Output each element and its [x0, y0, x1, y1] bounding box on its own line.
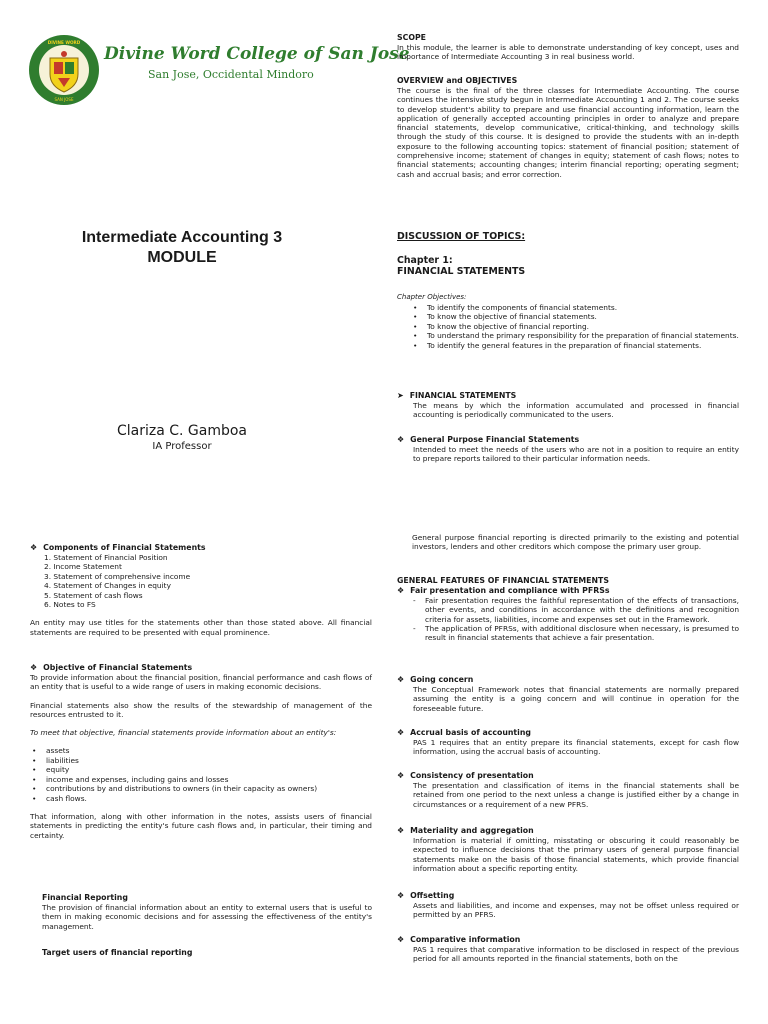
college-location: San Jose, Occidental Mindoro: [148, 68, 314, 81]
author-name: Clariza C. Gamboa: [116, 423, 248, 439]
list-item: • contributions by and distributions to owners (in their capacity as owners): [30, 784, 372, 793]
author-role: IA Professor: [152, 441, 212, 452]
objective-fs-text2: Financial statements also show the results of the stewardship of management of the resources entrusted to it.: [30, 700, 372, 719]
objective-fs-text1: To provide information about the financial position, financial performance and cash flows of an entity that is useful to a wide range of users in making economic decisions.: [30, 673, 372, 692]
title-line2: MODULE: [147, 249, 217, 266]
discussion-heading: DISCUSSION OF TOPICS:: [397, 231, 526, 242]
list-item: 2. Income Statement: [44, 562, 122, 572]
fair-list: [397, 596, 739, 642]
list-item: • income and expenses, including gains and losses: [30, 775, 372, 784]
list-item: 3. Statement of comprehensive income: [44, 571, 191, 581]
title-line1: Intermediate Accounting 3: [81, 229, 283, 246]
accrual-text: PAS 1 requires that an entity prepare its financial statements, except for cash flow information, using the accrual basis of accounting.: [413, 738, 739, 757]
overview-text: The course is the final of the three classes for Intermediate Accounting. The course continues the intensive study begun in Intermediate Accounting 1 and 2. The course seeks to develop student's ability to prepare and use financial accounting information, learn the application of generally accepted accounting principles in order to analyze and prepare financial statements, develop communicative, critical-thinking, and technology skills through the study of this course. It is designed to provide the students with an in-depth exposure to the following accounting topics: statement of financial position; statement of comprehensive income; statement of changes in equity; statement of cash flows; notes to financial statements; accounting changes; interim financial reporting; operating segment; cash and accrual basis; and error correction.: [397, 86, 739, 179]
scope-section: [397, 33, 739, 62]
fs-text: The means by which the information accumulated and processed in financial accounting is periodically communicated to the users.: [413, 401, 739, 420]
comparative-section: [397, 935, 739, 964]
objective-fs-section: [30, 663, 372, 840]
overview-section: [397, 76, 739, 179]
gp-reporting-paragraph: [412, 533, 739, 552]
list-item: - The application of PFRSs, with additional disclosure when necessary, is presumed to result in financial statements that achieve a fair presentation.: [411, 624, 739, 643]
list-item: • equity: [30, 765, 372, 774]
components-section: [30, 543, 372, 637]
diamond-bullet-icon: ❖: [397, 728, 405, 737]
chapter-title: FINANCIAL STATEMENTS: [397, 266, 526, 277]
chapter-heading: [397, 255, 739, 278]
list-item: 6. Notes to FS: [44, 600, 96, 610]
offsetting-heading: Offsetting: [410, 891, 455, 900]
comparative-text: PAS 1 requires that comparative information to be disclosed in respect of the previous period for all amounts reported in the financial statements, both on the: [413, 945, 739, 964]
list-item: • To understand the primary responsibility for the preparation of financial statements.: [411, 331, 739, 340]
college-seal: [28, 34, 100, 106]
diamond-bullet-icon: ❖: [397, 675, 405, 684]
offsetting-section: [397, 891, 739, 920]
components-note: An entity may use titles for the statements other than those stated above. All financial statements are required to be presented with equal prominence.: [30, 618, 372, 637]
going-text: The Conceptual Framework notes that financial statements are normally prepared assuming the entity is a going concern and will continue in operation for the foreseeable future.: [413, 685, 739, 713]
materiality-heading: Materiality and aggregation: [410, 826, 534, 835]
gpfs-text: Intended to meet the needs of the users who are not in a position to require an entity to prepare reports tailored to their particular information needs.: [413, 445, 739, 464]
diamond-bullet-icon: ❖: [30, 663, 38, 672]
gpfs-heading: General Purpose Financial Statements: [410, 435, 580, 444]
objectives-label: Chapter Objectives:: [397, 293, 467, 301]
diamond-bullet-icon: ❖: [397, 586, 405, 595]
objective-fs-heading: Objective of Financial Statements: [43, 663, 193, 672]
overview-heading: OVERVIEW and OBJECTIVES: [397, 76, 518, 85]
fs-heading: FINANCIAL STATEMENTS: [409, 391, 517, 400]
features-heading: GENERAL FEATURES OF FINANCIAL STATEMENTS: [397, 576, 609, 585]
list-item: • To know the objective of financial reporting.: [411, 322, 739, 331]
entity-info-list: [30, 746, 372, 802]
list-item: • To know the objective of financial statements.: [411, 312, 739, 321]
financial-reporting-section: [42, 893, 372, 931]
list-item: • cash flows.: [30, 794, 372, 803]
gp-reporting-text: General purpose financial reporting is directed primarily to the existing and potential investors, lenders and other creditors which compose the primary user group.: [412, 533, 739, 552]
materiality-text: Information is material if omitting, misstating or obscuring it could reasonably be expected to influence decisions that the primary users of general purpose financial statements make on the basis of those financial statements, which provide financial information about a specific reporting entity.: [413, 836, 739, 873]
offsetting-text: Assets and liabilities, and income and expenses, may not be offset unless required or permitted by an PFRS.: [413, 901, 739, 920]
diamond-bullet-icon: ❖: [397, 935, 405, 944]
arrow-bullet-icon: ➤: [397, 391, 404, 400]
materiality-section: [397, 826, 739, 873]
diamond-bullet-icon: ❖: [397, 891, 405, 900]
svg-text:SAN JOSE: SAN JOSE: [54, 97, 74, 102]
diamond-bullet-icon: ❖: [30, 543, 38, 552]
list-item: - Fair presentation requires the faithful representation of the effects of transactions, other events, and conditions in accordance with the definitions and recognition criteria for assets, liabilities, income and expenses set out in the Framework.: [411, 596, 739, 624]
svg-text:DIVINE WORD: DIVINE WORD: [47, 40, 81, 45]
chapter-label: Chapter 1:: [397, 255, 453, 266]
components-heading: Components of Financial Statements: [43, 543, 206, 552]
list-item: • liabilities: [30, 756, 372, 765]
list-item: 1. Statement of Financial Position: [44, 553, 168, 562]
going-concern-section: [397, 675, 739, 713]
college-name: Divine Word College of San Jose: [104, 44, 410, 64]
objectives-list: [411, 303, 739, 350]
list-item: • To identify the general features in the preparation of financial statements.: [411, 341, 739, 350]
seal-icon: [28, 34, 100, 106]
fs-section: [397, 391, 739, 420]
diamond-bullet-icon: ❖: [397, 826, 405, 835]
diamond-bullet-icon: ❖: [397, 435, 405, 444]
features-section: [397, 576, 739, 642]
accrual-heading: Accrual basis of accounting: [410, 728, 531, 737]
comparative-heading: Comparative information: [410, 935, 521, 944]
list-item: 5. Statement of cash flows: [44, 590, 143, 600]
going-heading: Going concern: [410, 675, 474, 684]
objective-fs-text3: That information, along with other information in the notes, assists users of financial statements in predicting the entity's future cash flows and, in particular, their timing and certainty.: [30, 811, 372, 840]
consistency-heading: Consistency of presentation: [410, 771, 534, 780]
scope-text: In this module, the learner is able to demonstrate understanding of key concept, uses and importance of Intermediate Accounting 3 in real business world.: [397, 43, 739, 62]
fair-heading: Fair presentation and compliance with PFRSs: [410, 586, 610, 595]
components-list: [30, 553, 372, 609]
consistency-text: The presentation and classification of items in the financial statements shall be retained from one period to the next unless a change is justified either by a change in circumstances or a requirement of a new PFRS.: [413, 781, 739, 809]
target-users-heading: Target users of financial reporting: [42, 948, 193, 957]
financial-reporting-heading: Financial Reporting: [42, 893, 128, 902]
diamond-bullet-icon: ❖: [397, 771, 405, 780]
accrual-section: [397, 728, 739, 757]
list-item: • assets: [30, 746, 372, 755]
gpfs-section: [397, 435, 739, 464]
financial-reporting-text: The provision of financial information about an entity to external users that is useful to them in making economic decisions and for assessing the effectiveness of the entity's management.: [42, 903, 372, 931]
list-item: 4. Statement of Changes in equity: [44, 581, 171, 591]
list-item: • To identify the components of financial statements.: [411, 303, 739, 312]
author-block: [50, 422, 314, 454]
consistency-section: [397, 771, 739, 809]
module-title: [50, 228, 314, 268]
scope-heading: SCOPE: [397, 33, 427, 42]
objective-fs-intro: To meet that objective, financial statements provide information about an entity's:: [30, 728, 337, 738]
